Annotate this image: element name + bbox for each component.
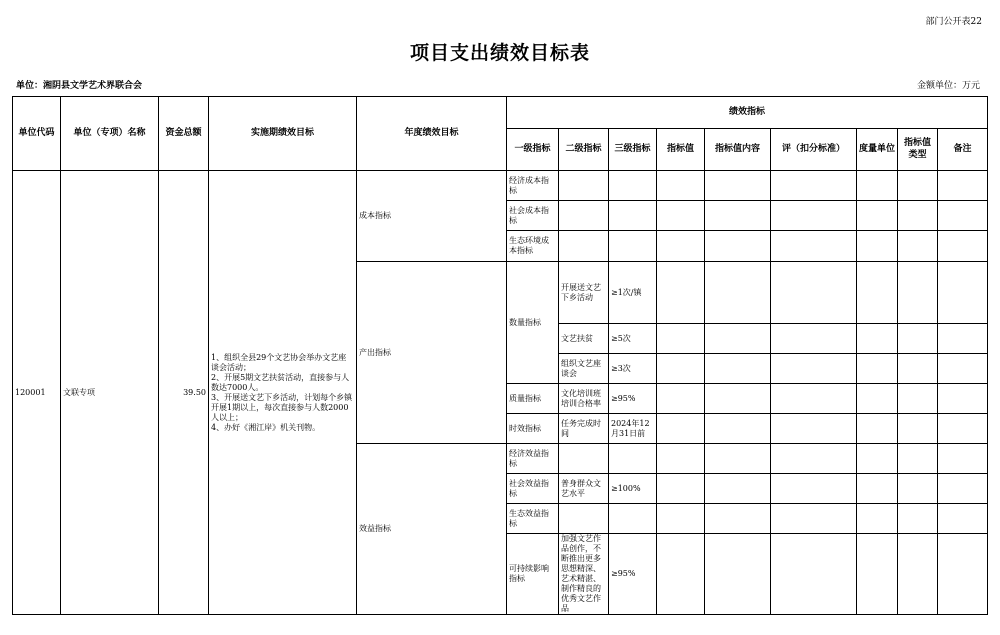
row-econ-cost: 经济成本指标 — [507, 171, 559, 201]
row-timeliness: 时效指标 — [507, 414, 559, 444]
quantity-level3-3: 组织文艺座谈会 — [559, 354, 609, 384]
row-quality: 质量指标 — [507, 384, 559, 414]
quantity-level3-2: 文艺扶贫 — [559, 324, 609, 354]
row-social-benefit: 社会效益指标 — [507, 474, 559, 504]
row-social-cost: 社会成本指标 — [507, 201, 559, 231]
social-value: ≥100% — [609, 474, 657, 504]
quantity-value-3: ≥3次 — [609, 354, 657, 384]
header-measure-unit: 度量单位 — [857, 129, 898, 171]
group-output: 产出指标 — [357, 262, 507, 444]
quality-value: ≥95% — [609, 384, 657, 414]
header-value: 指标值 — [657, 129, 705, 171]
row-econ-benefit: 经济效益指标 — [507, 444, 559, 474]
header-impl-goal: 实施期绩效目标 — [209, 97, 357, 171]
page-title: 项目支出绩效目标表 — [409, 42, 590, 64]
header-level1: 一级指标 — [507, 129, 559, 171]
group-cost: 成本指标 — [357, 171, 507, 262]
row-quantity: 数量指标 — [507, 262, 559, 384]
time-level3: 任务完成时间 — [559, 414, 609, 444]
header-level3: 三级指标 — [609, 129, 657, 171]
quality-level3: 文化培训班培训合格率 — [559, 384, 609, 414]
header-value-content: 指标值内容 — [705, 129, 771, 171]
sustain-level3: 加强文艺作品创作，不断推出更多思想精深、艺术精湛、制作精良的优秀文艺作品 — [559, 534, 609, 615]
time-value: 2024年12月31日前 — [609, 414, 657, 444]
sustain-value: ≥95% — [609, 534, 657, 615]
money-unit-label: 金额单位：万元 — [916, 81, 980, 91]
cell-total-funds: 39.50 — [159, 171, 209, 615]
cell-unit-name: 文联专项 — [61, 171, 159, 615]
quantity-value-1: ≥1次/镇 — [609, 262, 657, 324]
cell-impl-goal: 1、组织全县29个文艺协会举办文艺座谈会活动； 2、开展5期文艺扶贫活动，直接参与人数达7000人。 3、开展送文艺下乡活动，计划每个乡镇开展1期以上，每次直接参与人数2000人以上； 4、办好《湘江岸》机关刊物。 — [209, 171, 357, 615]
header-perf-indicator: 绩效指标 — [507, 97, 988, 129]
social-level3: 普身群众文艺水平 — [559, 474, 609, 504]
group-benefit: 效益指标 — [357, 444, 507, 615]
header-total-funds: 资金总额 — [159, 97, 209, 171]
row-sustain: 可持续影响指标 — [507, 534, 559, 615]
form-number: 部门公开表22 — [925, 17, 982, 27]
cell-unit-code: 120001 — [13, 171, 61, 615]
header-annual-goal: 年度绩效目标 — [357, 97, 507, 171]
header-unit-name: 单位（专项）名称 — [61, 97, 159, 171]
row-eco-benefit: 生态效益指标 — [507, 504, 559, 534]
header-remarks: 备注 — [938, 129, 988, 171]
header-value-type: 指标值类型 — [898, 129, 938, 171]
header-level2: 二级指标 — [559, 129, 609, 171]
quantity-value-2: ≥5次 — [609, 324, 657, 354]
unit-label: 单位：湘阴县文学艺术界联合会 — [16, 81, 143, 91]
header-unit-code: 单位代码 — [13, 97, 61, 171]
row-eco-cost: 生态环境成本指标 — [507, 231, 559, 262]
performance-table — [12, 96, 988, 615]
quantity-level3-1: 开展送文艺下乡活动 — [559, 262, 609, 324]
header-score: 评（扣分标准） — [771, 129, 857, 171]
